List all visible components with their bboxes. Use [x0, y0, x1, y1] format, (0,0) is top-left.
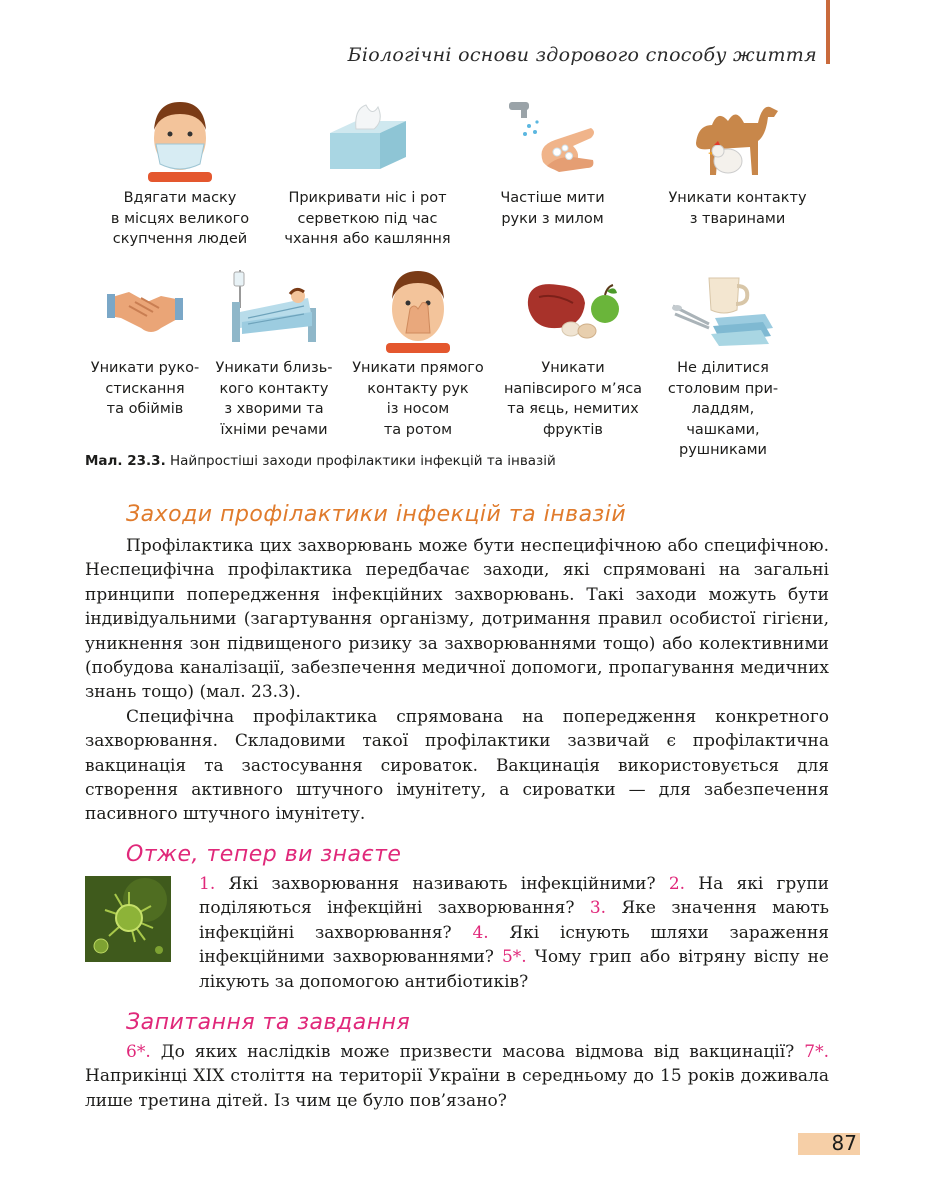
hospital-bed-icon: [219, 262, 329, 354]
figure-caption-line: [85, 453, 556, 469]
section-title-questions: Запитання та завдання: [126, 1010, 411, 1035]
figure-item-hospital: [205, 262, 343, 461]
question-text: На які групи поділяються інфекційні захворювання?: [199, 874, 829, 919]
face-touch-icon: [363, 262, 473, 354]
figure-item-mask: [85, 92, 275, 250]
question-text: Яке значення мають інфекційні захворювання?: [199, 898, 829, 943]
paragraph: Профілактика цих захворювань може бути неспецифічною або специфічною. Неспецифічна профілактика передбачає заходи, які спрямовані на загальні принципи попередження інфекційних захворювань. Такі заходи можуть бути індивідуальними (загартування організму, дотримання правил особистої гігієни, уникнення зон підвищеного ризику за захворюваннями тощо) або колективними (побудова каналізації, забезпечення медичної допомоги, пропагування медичних знань тощо) (мал. 23.3).: [85, 536, 829, 703]
question-text: Які захворювання називають інфекційними?: [215, 874, 669, 894]
question-number: 5*.: [501, 947, 527, 968]
page-number: 87: [831, 1131, 857, 1155]
figure-row-1: [85, 92, 830, 250]
paragraph: Специфічна профілактика спрямована на попередження конкретного захворювання. Складовими такої профілактики зазвичай є профілактична вакцинація та застосування сироваток. Вакцинація використовується для створення активного штучного імунітету, а сироватки — для забезпечення пасивного штучного імунітету.: [85, 706, 829, 825]
figure-item-face-touch: [343, 262, 493, 461]
tissue-box-icon: [313, 92, 423, 184]
section-title-prevention: Заходи профілактики інфекцій та інвазій: [126, 502, 627, 527]
question-number: 6*.: [126, 1042, 151, 1062]
figure-item-utensils: [653, 262, 793, 461]
question-number: 2.: [668, 874, 686, 894]
review-questions: [85, 1040, 829, 1113]
section-title-summary: Отже, тепер ви знаєте: [126, 842, 402, 867]
figure-caption: Частіше мити руки з милом: [500, 190, 605, 227]
figure-caption: Вдягати маску в місцях великого скупчення людей: [110, 190, 250, 247]
question-number: 3.: [589, 898, 607, 919]
question-text: Чому грип або вітряну віспу не лікують за допомогою антибіотиків?: [199, 947, 829, 992]
figure-caption: Уникати руко- стискання та обіймів: [90, 360, 200, 417]
handshake-icon: [90, 262, 200, 354]
figure-caption: Не ділитися столовим при- ладдям, чашками, рушниками: [667, 360, 779, 458]
figure-caption: Уникати прямого контакту рук із носом та ротом: [352, 360, 484, 438]
question-text: До яких наслідків може призвести масова відмова від вакцинації?: [150, 1042, 805, 1062]
section-body-prevention: [85, 534, 829, 827]
figure-label: Мал. 23.3.: [85, 453, 166, 469]
figure-caption: Прикривати ніс і рот серветкою під час чхання або кашляння: [284, 190, 451, 247]
meat-eggs-apple-icon: [518, 262, 628, 354]
summary-questions: [85, 872, 829, 994]
figure-caption: Уникати напівсирого м’яса та яєць, немитих фруктів: [503, 360, 643, 438]
running-head: Біологічні основи здорового способу життя: [347, 44, 817, 66]
question-number: 4.: [472, 922, 489, 943]
figure-item-tissue: [275, 92, 460, 250]
cup-utensils-towels-icon: [668, 262, 778, 354]
figure-caption: Уникати контакту з тваринами: [668, 190, 807, 227]
header-rule: [826, 0, 830, 64]
figure-row-2: [85, 262, 830, 461]
question-text: Які існують шляхи зараження інфекційними захворюваннями?: [199, 922, 829, 968]
figure-item-animals: [645, 92, 830, 250]
figure-item-handshake: [85, 262, 205, 461]
hand-washing-icon: [498, 92, 608, 184]
camel-chicken-icon: [683, 92, 793, 184]
figure-item-food: [493, 262, 653, 461]
figure-caption: Уникати близь- кого контакту з хворими та їхніми речами: [215, 360, 333, 438]
question-text: Наприкінці XIX століття на території України в середньому до 15 років доживала лише третина дітей. Із чим це було пов’язано?: [85, 1066, 829, 1111]
face-mask-icon: [125, 92, 235, 184]
figure-caption-text: Найпростіші заходи профілактики інфекцій та інвазій: [165, 453, 556, 469]
figure-item-handwash: [460, 92, 645, 250]
question-number: 7*.: [804, 1042, 829, 1062]
question-number: 1.: [199, 874, 216, 894]
